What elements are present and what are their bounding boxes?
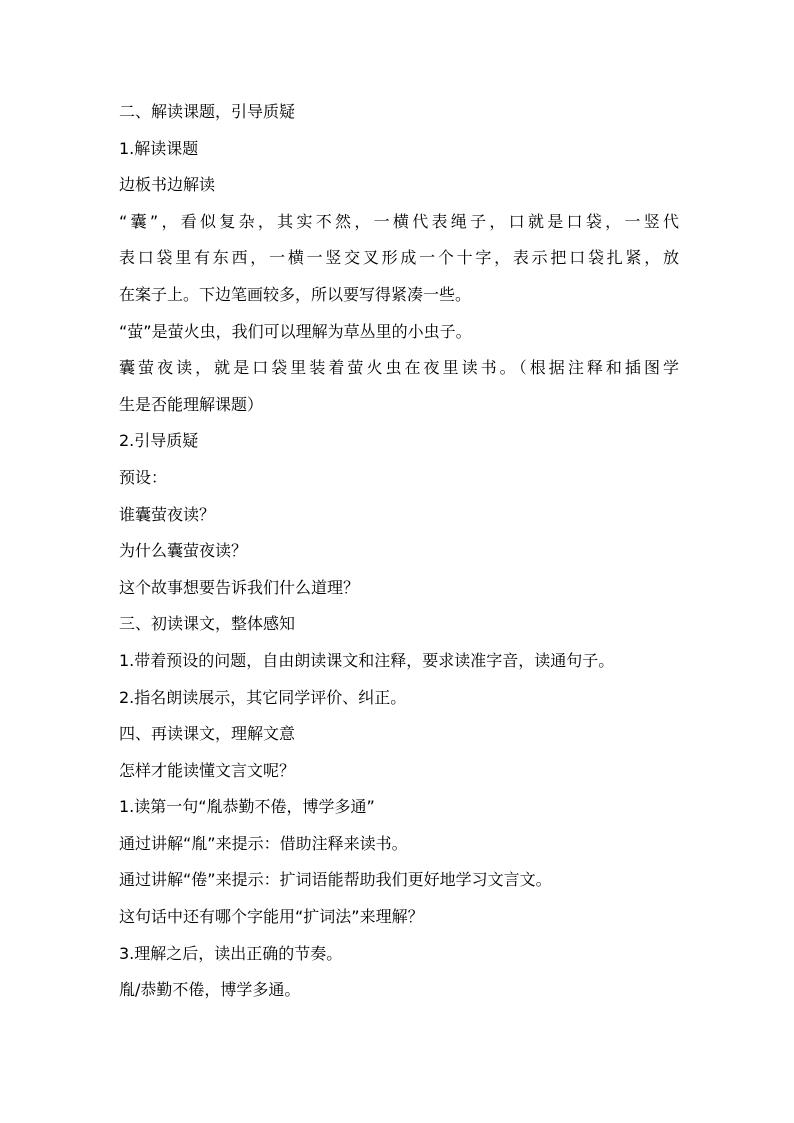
paragraph-line: 预设： — [119, 467, 168, 487]
paragraph-line: 通过讲解“倦”来提示：扩词语能帮助我们更好地学习文言文。 — [119, 870, 552, 890]
paragraph-line: “萤”是萤火虫，我们可以理解为草丛里的小虫子。 — [119, 321, 472, 341]
subheading-guide-questions: 2.引导质疑 — [119, 431, 199, 451]
paragraph-line: 表口袋里有东西，一横一竖交叉形成一个十字，表示把口袋扎紧，放 — [119, 248, 679, 268]
paragraph-line: “囊”，看似复杂，其实不然，一横代表绳子，口就是口袋，一竖代 — [119, 211, 679, 231]
paragraph-line: 1.带着预设的问题，自由朗读课文和注释，要求读准字音，读通句子。 — [119, 650, 615, 670]
paragraph-line: 2.指名朗读展示，其它同学评价、纠正。 — [119, 687, 407, 707]
heading-section-3: 三、初读课文，整体感知 — [119, 614, 296, 634]
heading-section-4: 四、再读课文，理解文意 — [119, 724, 296, 744]
paragraph-line: 生是否能理解课题） — [119, 394, 264, 414]
paragraph-line: 囊萤夜读，就是口袋里装着萤火虫在夜里读书。（根据注释和插图学 — [119, 358, 679, 378]
paragraph-line: 边板书边解读 — [119, 175, 216, 195]
paragraph-line: 在案子上。下边笔画较多，所以要写得紧凑一些。 — [119, 284, 472, 304]
paragraph-line: 胤/恭勤不倦，博学多通。 — [119, 980, 301, 1000]
question-line: 这个故事想要告诉我们什么道理？ — [119, 577, 360, 597]
question-line: 谁囊萤夜读？ — [119, 504, 216, 524]
question-line: 为什么囊萤夜读？ — [119, 541, 248, 561]
subheading-interpret-title: 1.解读课题 — [119, 138, 199, 158]
document-body — [119, 94, 679, 1009]
paragraph-line: 3.理解之后，读出正确的节奏。 — [119, 943, 343, 963]
heading-section-2: 二、解读课题，引导质疑 — [119, 102, 296, 121]
paragraph-line: 通过讲解“胤”来提示：借助注释来读书。 — [119, 833, 408, 853]
paragraph-line: 1.读第一句“胤恭勤不倦，博学多通” — [119, 797, 375, 817]
paragraph-line: 这句话中还有哪个字能用“扩词法”来理解？ — [119, 907, 424, 927]
paragraph-line: 怎样才能读懂文言文呢？ — [119, 760, 296, 780]
